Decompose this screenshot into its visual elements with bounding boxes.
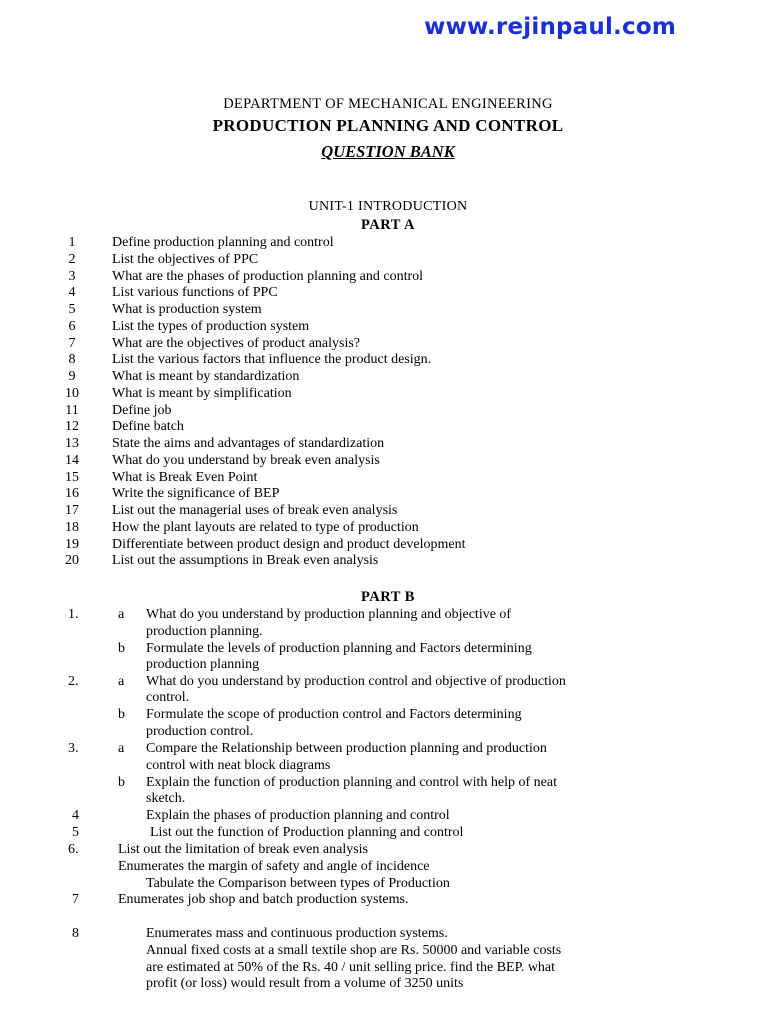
question-number: 14 (65, 452, 79, 468)
list-item (0, 470, 768, 487)
question-text: Enumerates the margin of safety and angle of incidence (118, 859, 430, 874)
question-text: Enumerates mass and continuous production systems. (146, 926, 448, 941)
list-item (0, 336, 768, 353)
question-number: 12 (65, 419, 79, 435)
question-number: 3 (68, 268, 76, 284)
list-item (0, 520, 768, 537)
question-number: 7 (68, 335, 76, 351)
subquestion-letter: a (118, 674, 125, 689)
question-number: 3. (68, 741, 79, 756)
list-item (0, 319, 768, 336)
question-number: 4 (72, 808, 79, 823)
question-number: 9 (68, 369, 76, 384)
list-item (0, 537, 768, 554)
question-text: Formulate the scope of production control and Factors determining (146, 707, 522, 722)
question-number: 8 (72, 926, 79, 941)
question-text: List out the limitation of break even analysis (118, 842, 368, 857)
question-text: production control. (146, 724, 254, 739)
question-number: 1. (68, 607, 79, 622)
question-number: 11 (65, 402, 79, 418)
question-text: Differentiate between product design and product development (112, 536, 466, 552)
question-text: List out the assumptions in Break even analysis (112, 553, 379, 569)
list-item (0, 403, 768, 420)
question-text: What are the phases of production planning and control (112, 268, 424, 284)
question-number: 15 (65, 469, 79, 485)
question-text: control with neat block diagrams (146, 758, 331, 773)
question-text: Explain the phases of production planning and control (146, 808, 450, 823)
list-item (0, 419, 768, 436)
list-item (0, 453, 768, 470)
question-text: What do you understand by production planning and objective of (146, 607, 512, 622)
question-text: profit (or loss) would result from a volume of 3250 units (146, 976, 464, 991)
part-b-heading: PART B (361, 589, 415, 605)
department-heading: DEPARTMENT OF MECHANICAL ENGINEERING (223, 96, 553, 112)
question-number: 20 (65, 553, 79, 569)
question-text: Annual fixed costs at a small textile shop are Rs. 50000 and variable costs (146, 943, 562, 958)
subquestion-letter: a (118, 607, 125, 622)
question-number: 4 (68, 285, 76, 301)
list-item (0, 436, 768, 453)
question-number: 17 (65, 503, 79, 518)
list-item (0, 503, 768, 520)
list-item (0, 302, 768, 319)
question-number: 6 (68, 318, 76, 334)
question-text: What do you understand by break even analysis (112, 452, 380, 468)
question-number: 18 (65, 519, 79, 535)
list-item (0, 486, 768, 503)
question-text: What is meant by standardization (112, 369, 300, 384)
question-text: List the objectives of PPC (112, 251, 259, 267)
question-text: What do you understand by production control and objective of production (146, 674, 566, 689)
question-text: Define batch (112, 419, 184, 435)
list-item (0, 235, 768, 252)
list-item (0, 285, 768, 302)
question-text: List the types of production system (112, 318, 310, 334)
list-item (0, 386, 768, 403)
question-text: List various functions of PPC (112, 285, 278, 301)
question-number: 6. (68, 842, 79, 857)
question-number: 19 (65, 536, 79, 552)
website-link[interactable]: www.rejinpaul.com (424, 14, 676, 40)
question-text: Explain the function of production planning and control with help of neat (146, 775, 557, 790)
subquestion-letter: b (118, 641, 125, 656)
subquestion-letter: b (118, 775, 125, 790)
list-item (0, 553, 768, 570)
list-item (0, 369, 768, 386)
question-text: State the aims and advantages of standardization (112, 436, 385, 451)
question-text: Define production planning and control (112, 235, 334, 250)
list-item (0, 269, 768, 286)
question-text: Tabulate the Comparison between types of Production (146, 876, 450, 891)
question-number: 8 (68, 352, 76, 368)
question-text: Enumerates job shop and batch production systems. (118, 892, 409, 907)
question-number: 1 (68, 235, 76, 250)
question-number: 5 (68, 302, 76, 317)
question-text: How the plant layouts are related to type of production (112, 519, 419, 535)
question-text: control. (146, 690, 190, 705)
question-number: 5 (72, 825, 79, 840)
part-a-question-list (0, 235, 768, 570)
document-title: QUESTION BANK (321, 142, 455, 161)
question-number: 2 (68, 251, 76, 267)
question-text: What is Break Even Point (112, 469, 258, 485)
question-text: List the various factors that influence the product design. (112, 352, 432, 368)
question-text: Define job (112, 402, 172, 418)
question-text: Formulate the levels of production planning and Factors determining (146, 641, 532, 656)
question-text: List out the managerial uses of break even analysis (112, 503, 398, 518)
question-text: What are the objectives of product analysis? (112, 335, 361, 351)
question-text: What is meant by simplification (112, 385, 292, 401)
question-number: 16 (65, 486, 79, 502)
question-text: production planning (146, 657, 260, 672)
question-text: What is production system (112, 302, 262, 317)
part-a-heading: PART A (361, 217, 415, 233)
question-text: production planning. (146, 624, 263, 639)
question-number: 2. (68, 674, 79, 689)
subquestion-letter: a (118, 741, 125, 756)
unit-title: UNIT-1 INTRODUCTION (308, 199, 468, 214)
subject-title: PRODUCTION PLANNING AND CONTROL (212, 116, 564, 135)
question-number: 13 (65, 436, 79, 451)
question-text: List out the function of Production planning and control (150, 825, 464, 840)
subquestion-letter: b (118, 707, 125, 722)
question-text: Write the significance of BEP (112, 486, 280, 502)
question-number: 10 (65, 385, 79, 401)
list-item (0, 352, 768, 369)
question-text: are estimated at 50% of the Rs. 40 / unit selling price. find the BEP. what (146, 960, 556, 975)
question-number: 7 (72, 892, 79, 907)
question-text: sketch. (146, 791, 186, 806)
list-item (0, 252, 768, 269)
question-text: Compare the Relationship between production planning and production (146, 741, 547, 756)
